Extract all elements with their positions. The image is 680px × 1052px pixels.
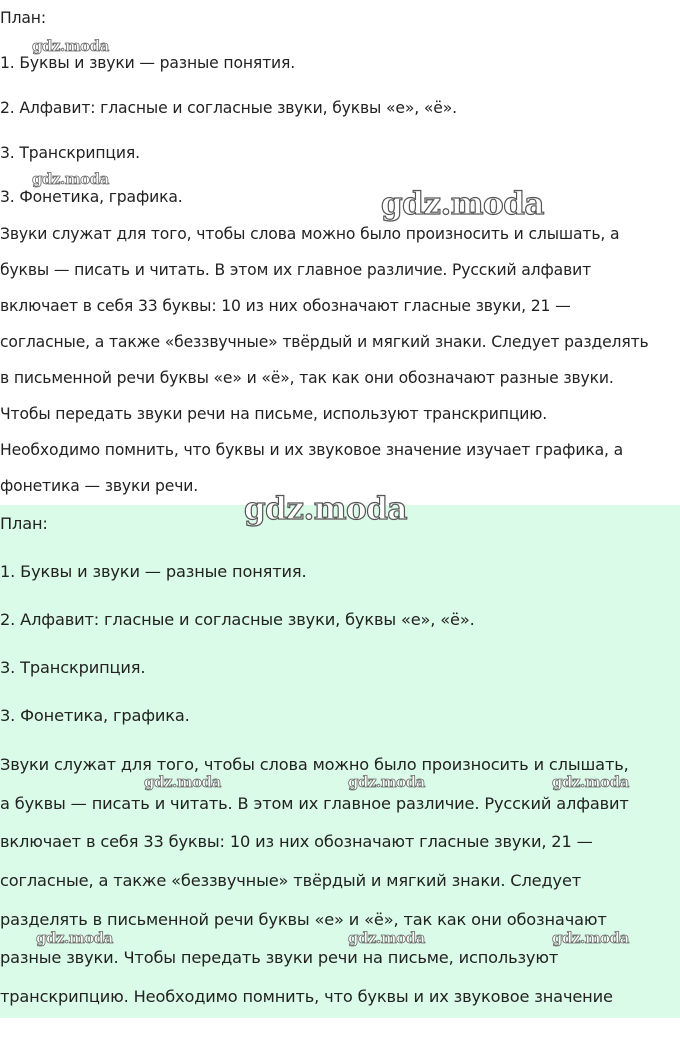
text-line: а буквы — писать и читать. В этом их главное различие. Русский алфавит	[0, 794, 629, 813]
text-line: согласные, а также «беззвучные» твёрдый и мягкий знаки. Следует разделять	[0, 333, 649, 351]
text-line: буквы — писать и читать. В этом их главное различие. Русский алфавит	[0, 261, 592, 279]
text-line: Звуки служат для того, чтобы слова можно было произносить и слышать,	[0, 755, 629, 774]
text-line: разные звуки. Чтобы передать звуки речи на письме, используют	[0, 948, 559, 967]
text-line: Звуки служат для того, чтобы слова можно было произносить и слышать, а	[0, 225, 620, 243]
text-line: согласные, а также «беззвучные» твёрдый и мягкий знаки. Следует	[0, 871, 582, 890]
text-line: включает в себя 33 буквы: 10 из них обозначают гласные звуки, 21 —	[0, 832, 593, 851]
plan-item-1: 1. Буквы и звуки — разные понятия.	[0, 562, 307, 581]
watermark-logo: gdz.moda	[552, 929, 629, 947]
watermark-logo: gdz.moda	[348, 929, 425, 947]
text-line: транскрипцию. Необходимо помнить, что буквы и их звуковое значение	[0, 987, 613, 1006]
plan-item-1: 1. Буквы и звуки — разные понятия.	[0, 54, 296, 72]
text-line: фонетика — звуки речи.	[0, 477, 199, 495]
watermark-logo: gdz.moda	[552, 773, 629, 791]
plan-heading: План:	[0, 9, 46, 27]
watermark-logo: gdz.moda	[381, 186, 544, 222]
plan-item-3: 3. Транскрипция.	[0, 144, 140, 162]
plan-item-3: 3. Транскрипция.	[0, 658, 146, 677]
watermark-logo: gdz.moda	[244, 491, 407, 527]
watermark-logo: gdz.moda	[348, 773, 425, 791]
plan-item-4: 3. Фонетика, графика.	[0, 188, 183, 206]
plan-heading: План:	[0, 514, 48, 533]
plan-item-4: 3. Фонетика, графика.	[0, 706, 190, 725]
text-line: разделять в письменной речи буквы «е» и «ё», так как они обозначают	[0, 910, 607, 929]
text-line: Необходимо помнить, что буквы и их звуковое значение изучает графика, а	[0, 441, 624, 459]
watermark-logo: gdz.moda	[36, 929, 113, 947]
text-line: Чтобы передать звуки речи на письме, используют транскрипцию.	[0, 405, 548, 423]
text-line: в письменной речи буквы «е» и «ё», так как они обозначают разные звуки.	[0, 369, 614, 387]
watermark-logo: gdz.moda	[32, 37, 109, 55]
plan-item-2: 2. Алфавит: гласные и согласные звуки, буквы «е», «ё».	[0, 99, 457, 117]
plan-item-2: 2. Алфавит: гласные и согласные звуки, буквы «е», «ё».	[0, 610, 475, 629]
watermark-logo: gdz.moda	[144, 773, 221, 791]
text-line: включает в себя 33 буквы: 10 из них обозначают гласные звуки, 21 —	[0, 297, 571, 315]
answer-block-1	[0, 0, 680, 505]
watermark-logo: gdz.moda	[32, 170, 109, 188]
